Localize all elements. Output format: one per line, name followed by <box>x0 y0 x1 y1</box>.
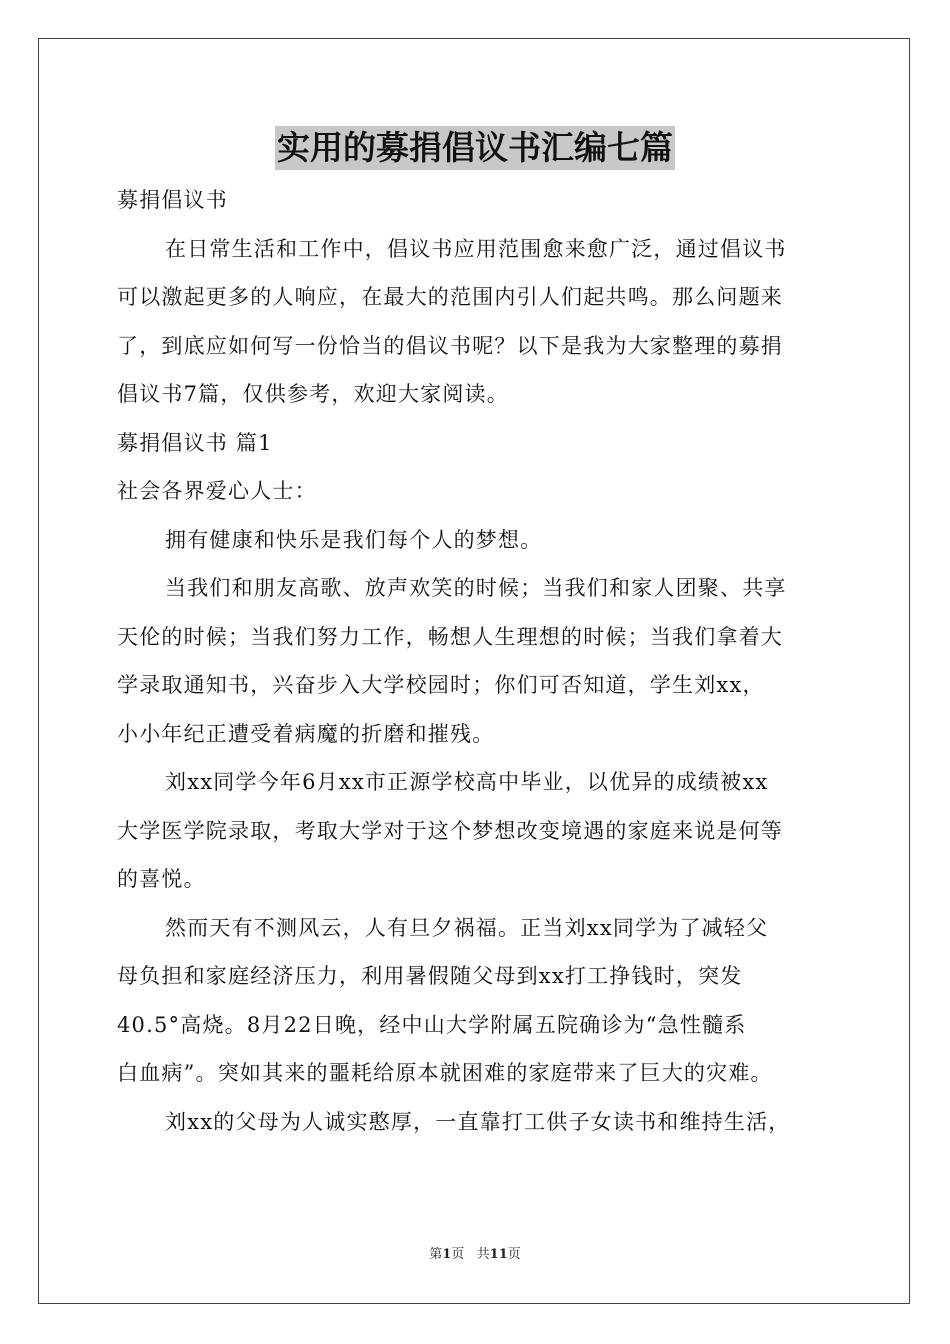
text-line: 刘xx同学今年6月xx市正源学校高中毕业，以优异的成绩被xx <box>165 770 769 794</box>
text-line: 当我们和朋友高歌、放声欢笑的时候；当我们和家人团聚、共享 <box>165 576 787 600</box>
footer-current-page: 1 <box>442 1247 452 1262</box>
text-line: 募捐倡议书 <box>117 188 228 212</box>
text-line: 大学医学院录取，考取大学对于这个梦想改变境遇的家庭来说是何等 <box>117 818 783 843</box>
text-line: 可以激起更多的人响应，在最大的范围内引人们起共鸣。那么问题来 <box>117 285 783 309</box>
text-line: 天伦的时候；当我们努力工作，畅想人生理想的时候；当我们拿着大 <box>117 624 783 649</box>
text-line: 刘xx的父母为人诚实憨厚，一直靠打工供子女读书和维持生活， <box>165 1109 791 1134</box>
title-container <box>0 126 950 170</box>
text-line: 小小年纪正遭受着病魔的折磨和摧残。 <box>117 721 495 746</box>
text-line: 学录取通知书，兴奋步入大学校园时；你们可否知道，学生刘xx， <box>117 673 765 697</box>
text-line: 在日常生活和工作中，倡议书应用范围愈来愈广泛，通过倡议书 <box>165 236 787 261</box>
text-line: 社会各界爱心人士： <box>117 479 317 503</box>
page-footer <box>0 1246 950 1264</box>
text-line: 40.5°高烧。8月22日晚，经中山大学附属五院确诊为“急性髓系 <box>117 1012 747 1037</box>
text-line: 拥有健康和快乐是我们每个人的梦想。 <box>165 527 543 552</box>
footer-prefix: 第 <box>429 1247 443 1262</box>
text-line: 白血病”。突如其来的噩耗给原本就困难的家庭带来了巨大的灾难。 <box>117 1061 773 1085</box>
document-title: 实用的募捐倡议书汇编七篇 <box>275 126 675 170</box>
text-line: 母负担和家庭经济压力，利用暑假随父母到xx打工挣钱时，突发 <box>117 964 743 988</box>
footer-total-pages: 11 <box>489 1247 508 1262</box>
text-line: 倡议书7篇，仅供参考，欢迎大家阅读。 <box>117 382 509 406</box>
text-line: 的喜悦。 <box>117 867 206 891</box>
document-body <box>117 176 833 1146</box>
text-line: 了，到底应如何写一份恰当的倡议书呢？以下是我为大家整理的募捐 <box>117 333 783 358</box>
text-line: 然而天有不测风云，人有旦夕祸福。正当刘xx同学为了减轻父 <box>165 915 769 940</box>
footer-suffix: 页 <box>507 1247 521 1262</box>
text-line: 募捐倡议书 篇1 <box>117 430 273 455</box>
footer-middle: 页 共 <box>451 1247 490 1262</box>
